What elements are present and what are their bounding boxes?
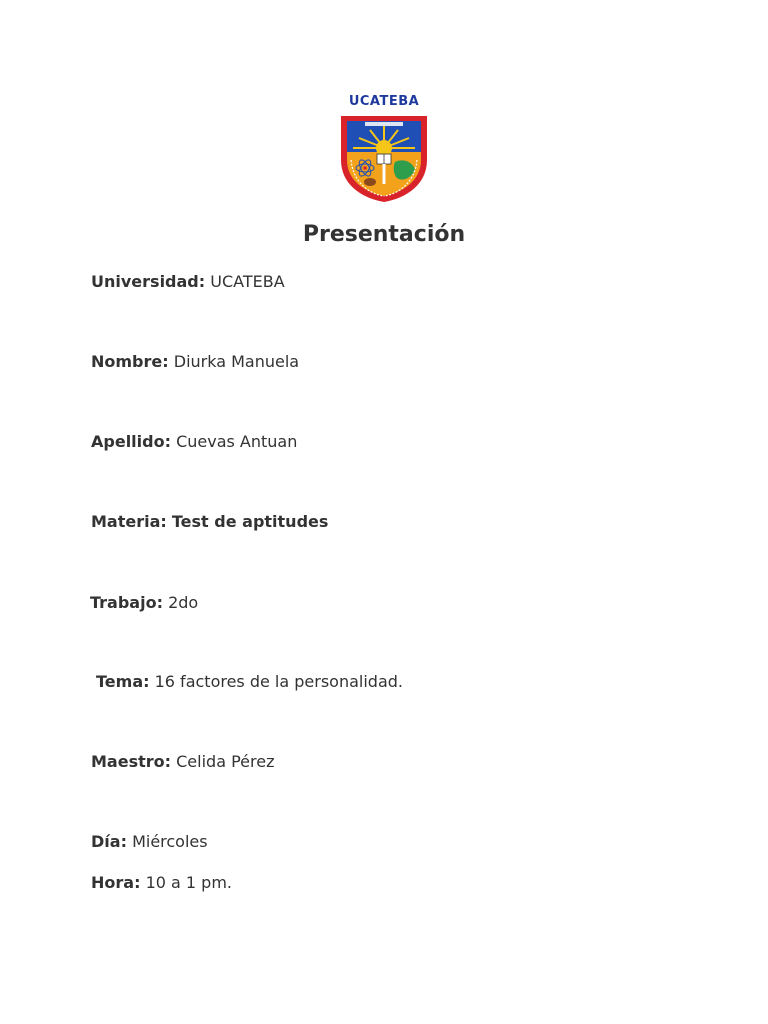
field-label: Hora: bbox=[91, 873, 141, 892]
field-label: Apellido: bbox=[91, 432, 171, 451]
field-universidad bbox=[91, 272, 285, 292]
field-trabajo bbox=[90, 593, 198, 613]
field-label: Materia: bbox=[91, 512, 167, 531]
field-label: Maestro: bbox=[91, 752, 172, 771]
university-crest-icon bbox=[337, 112, 431, 204]
field-label: Tema: bbox=[96, 672, 150, 691]
field-tema bbox=[96, 672, 403, 692]
field-value: 10 a 1 pm. bbox=[145, 873, 232, 892]
field-hora bbox=[91, 873, 232, 893]
field-label: Nombre: bbox=[91, 352, 169, 371]
logo-wordmark: UCATEBA bbox=[348, 94, 420, 109]
field-apellido bbox=[91, 432, 297, 452]
field-value: Miércoles bbox=[132, 832, 208, 851]
field-label: Universidad: bbox=[91, 272, 206, 291]
field-value: UCATEBA bbox=[210, 272, 285, 291]
field-label: Trabajo: bbox=[90, 593, 163, 612]
field-label: Día: bbox=[91, 832, 127, 851]
field-value: 16 factores de la personalidad. bbox=[154, 672, 404, 691]
field-dia bbox=[91, 832, 208, 852]
field-value: Cuevas Antuan bbox=[176, 432, 298, 451]
page-title: Presentación bbox=[302, 222, 466, 247]
field-nombre bbox=[91, 352, 299, 372]
field-materia bbox=[91, 512, 328, 532]
field-maestro bbox=[91, 752, 274, 772]
field-value: Test de aptitudes bbox=[171, 512, 329, 531]
university-logo bbox=[336, 94, 432, 206]
field-value: Diurka Manuela bbox=[173, 352, 300, 371]
field-value: 2do bbox=[168, 593, 199, 612]
field-value: Celida Pérez bbox=[176, 752, 275, 771]
